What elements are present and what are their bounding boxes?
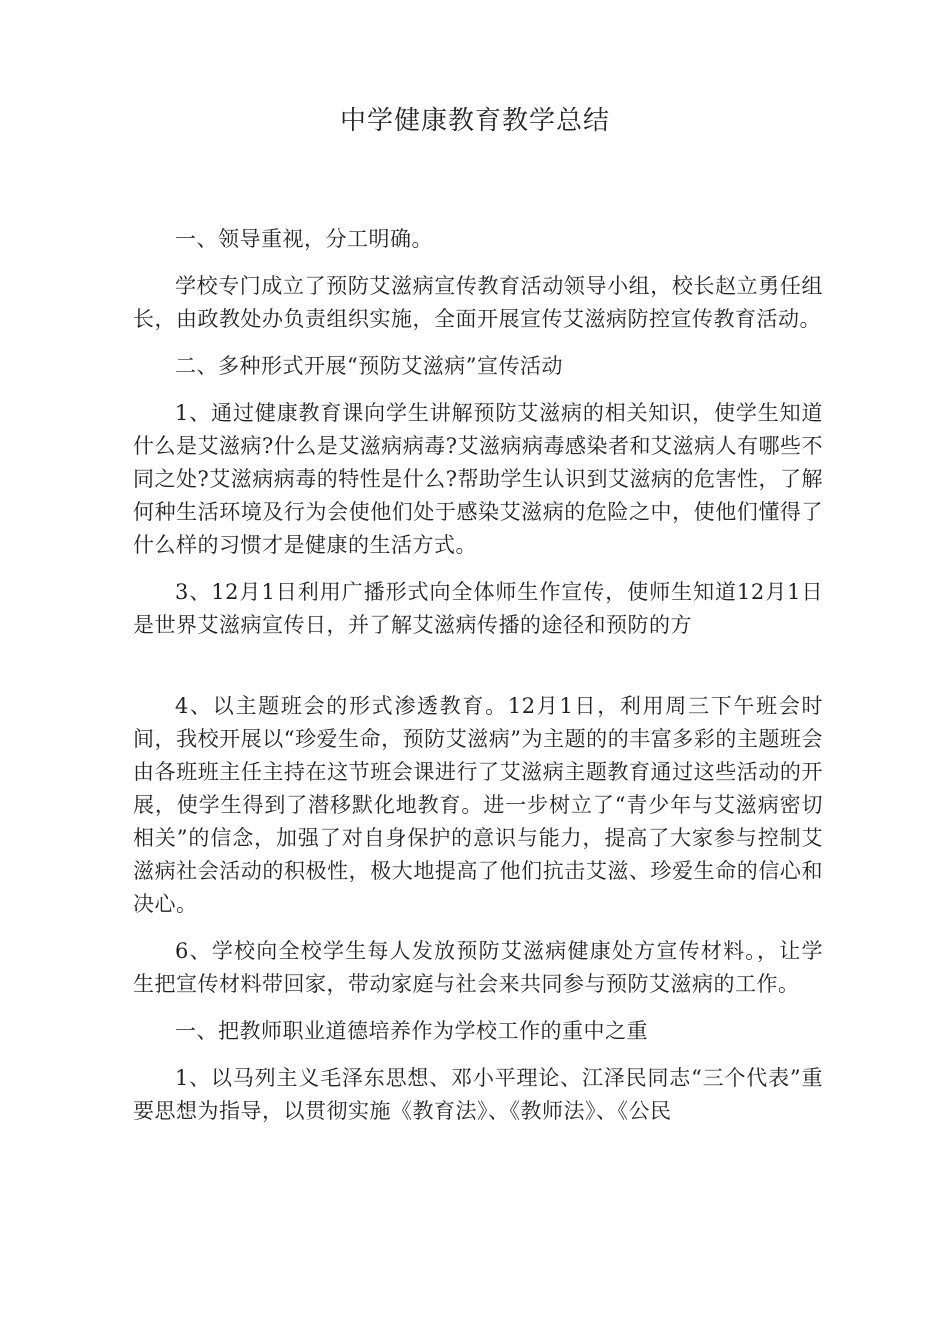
paragraph-item-6: 6、学校向全校学生每人发放预防艾滋病健康处方宣传材料。，让学生把宣传材料带回家，带动家庭与社会来共同参与预防艾滋病的工作。: [133, 939, 823, 996]
paragraph-item-1: 1、通过健康教育课向学生讲解预防艾滋病的相关知识，使学生知道什么是艾滋病?什么是艾滋病病毒?艾滋病病毒感染者和艾滋病人有哪些不同之处?艾滋病病毒的特性是什么?帮助学生认识到艾滋病的危害性，了解何种生活环境及行为会使他们处于感染艾滋病的危险之中，使他们懂得了什么样的习惯才是健康的生活方式。: [133, 401, 824, 557]
paragraph-leadership-group: 学校专门成立了预防艾滋病宣传教育活动领导小组，校长赵立勇任组长，由政教处办负责组织实施，全面开展宣传艾滋病防控宣传教育活动。: [133, 274, 823, 331]
paragraph-teacher-item-1: 1、以马列主义毛泽东思想、邓小平理论、江泽民同志“三个代表”重要思想为指导，以贯彻实施《教育法》、《教师法》、《公民: [133, 1066, 823, 1123]
paragraph-gap: [133, 656, 823, 690]
paragraph-section-1-heading: 一、领导重视，分工明确。: [175, 227, 433, 251]
paragraph-section-heading-teacher-ethics: 一、把教师职业道德培养作为学校工作的重中之重: [175, 1019, 648, 1043]
paragraph-section-2-heading: 二、多种形式开展“预防艾滋病”宣传活动: [175, 354, 563, 378]
document-body: [133, 223, 823, 1142]
paragraph-item-3: 3、12月1日利用广播形式向全体师生作宣传，使师生知道12月1日是世界艾滋病宣传日，并了解艾滋病传播的途径和预防的方: [133, 580, 823, 637]
paragraph-item-4: 4、以主题班会的形式渗透教育。12月1日，利用周三下午班会时间，我校开展以“珍爱生命，预防艾滋病”为主题的的丰富多彩的主题班会由各班班主任主持在这节班会课进行了艾滋病主题教育通过这些活动的开展，使学生得到了潜移默化地教育。进一步树立了“青少年与艾滋病密切相关”的信念，加强了对自身保护的意识与能力，提高了大家参与控制艾滋病社会活动的积极性，极大地提高了他们抗击艾滋、珍爱生命的信心和决心。: [133, 694, 823, 916]
document-title: 中学健康教育教学总结: [339, 106, 610, 136]
